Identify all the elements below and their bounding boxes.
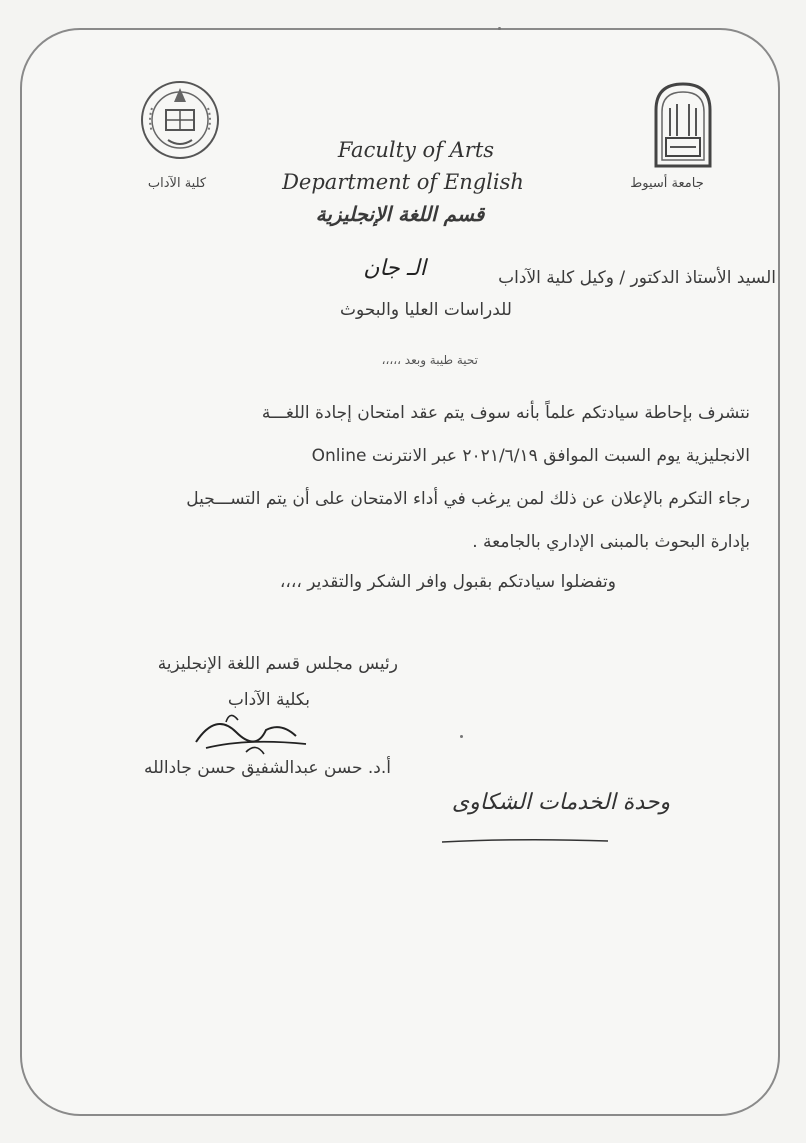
addressee-line-1: السيد الأستاذ الدكتور / وكيل كلية الآداب xyxy=(498,268,776,288)
speck xyxy=(460,735,463,738)
department-title-ar: قسم اللغة الإنجليزية xyxy=(315,202,485,226)
faculty-label-ar: كلية الآداب xyxy=(147,176,207,191)
department-title-en: Department of English xyxy=(282,170,524,194)
body-line-1: نتشرف بإحاطة سيادتكم علماً بأنه سوف يتم عقد امتحان إجادة اللغـــة xyxy=(261,403,750,423)
handwritten-signature xyxy=(186,702,316,762)
signatory-title-2: بكلية الآداب xyxy=(227,690,310,710)
body-line-2: الانجليزية يوم السبت الموافق ٢٠٢١/٦/١٩ عبر الانترنت Online xyxy=(311,446,750,466)
greeting: تحية طيبة وبعد ،،،،، xyxy=(381,353,478,367)
signatory-title-1: رئيس مجلس قسم اللغة الإنجليزية xyxy=(157,654,398,674)
speck xyxy=(498,27,501,30)
handwritten-note: وحدة الخدمات الشكاوى xyxy=(451,790,671,815)
closing-line: وتفضلوا سيادتكم بقبول وافر الشكر والتقدير ،،،، xyxy=(279,572,616,592)
signatory-name: أ.د. حسن عبدالشفيق حسن جادالله xyxy=(143,758,391,778)
body-line-4: بإدارة البحوث بالمبنى الإداري بالجامعة . xyxy=(472,532,750,552)
handwritten-underline xyxy=(440,836,610,846)
handwritten-annotation xyxy=(356,256,426,296)
body-line-3: رجاء التكرم بالإعلان عن ذلك لمن يرغب في أداء الامتحان على أن يتم التســـجيل xyxy=(186,489,750,509)
university-label-ar: جامعة أسيوط xyxy=(630,176,704,191)
handwritten-annotation-text: الـ جان xyxy=(363,256,426,281)
faculty-title-en: Faculty of Arts xyxy=(337,138,495,162)
addressee-line-2: للدراسات العليا والبحوث xyxy=(340,300,512,320)
